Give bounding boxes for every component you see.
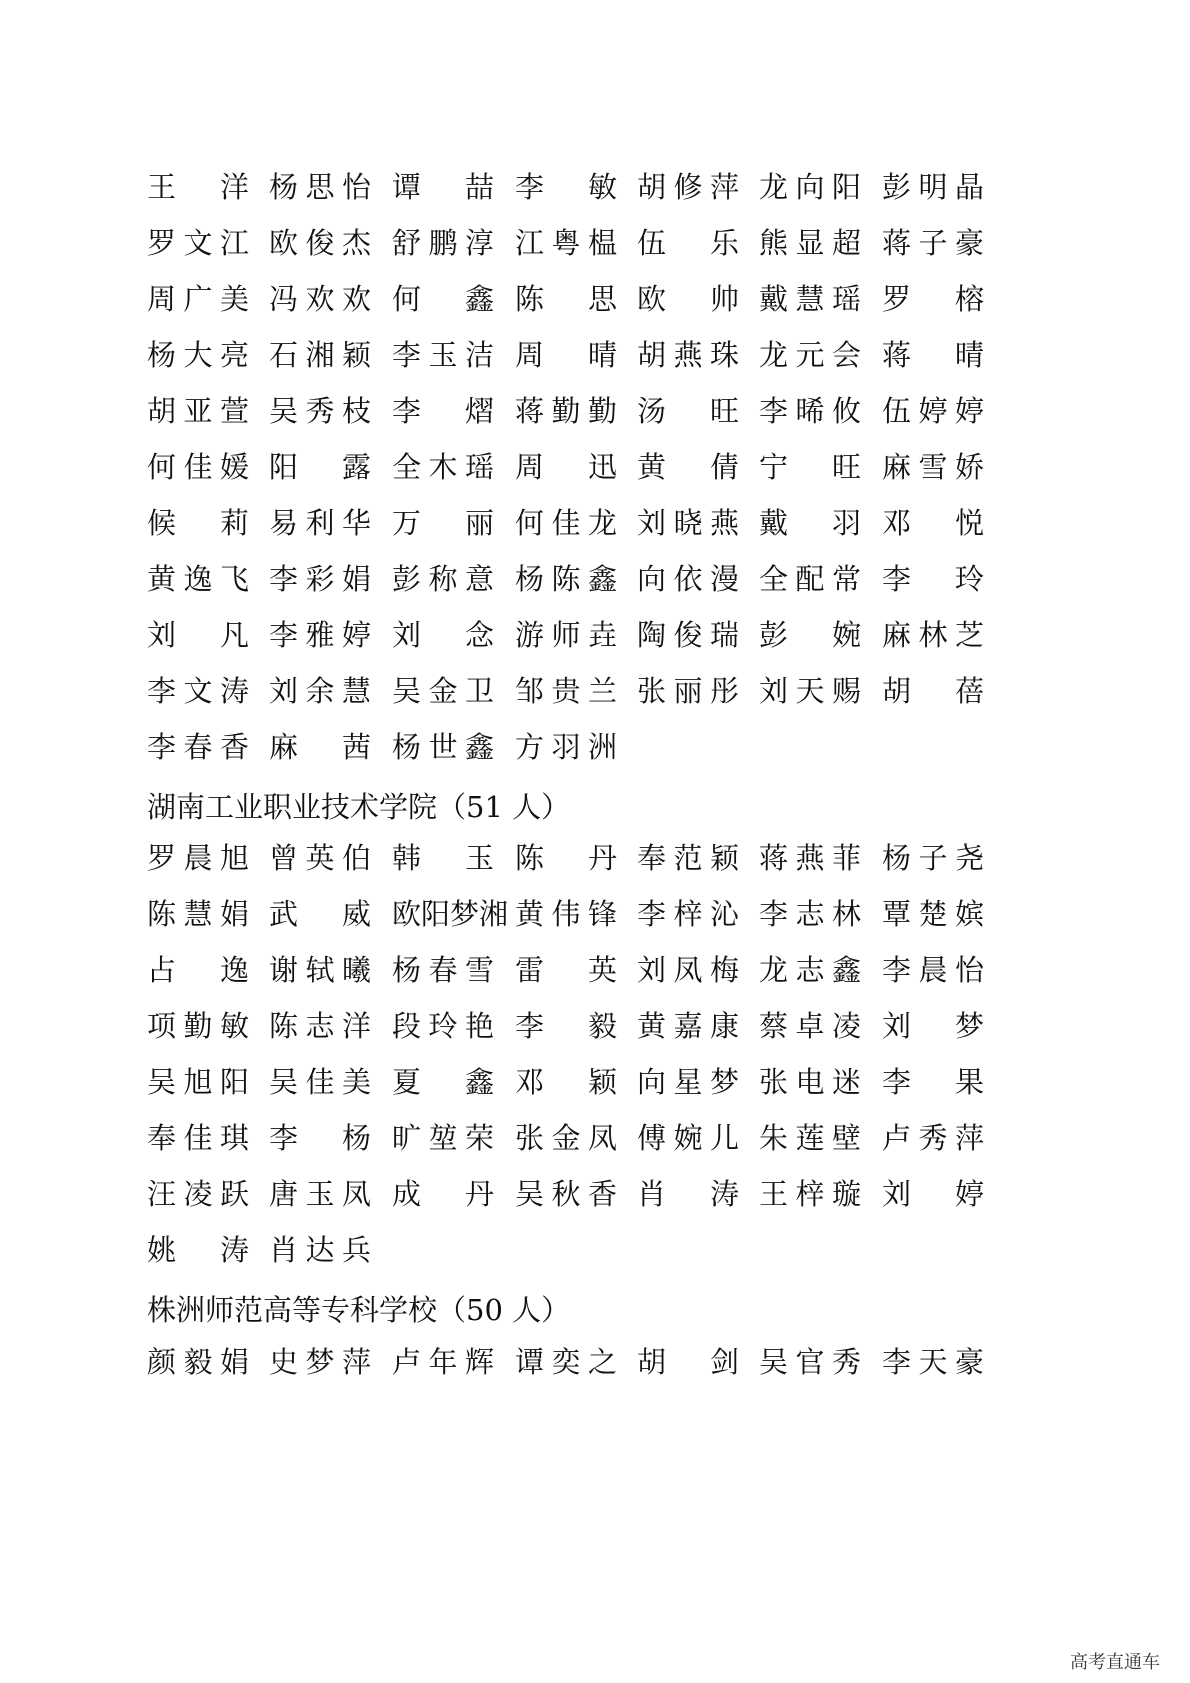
person-name: 宁 旺 (759, 450, 861, 484)
person-name: 吴 旭 阳 (147, 1065, 249, 1099)
name-row (147, 998, 1047, 1054)
person-name: 夏 鑫 (392, 1065, 494, 1099)
person-name: 何 佳 龙 (515, 506, 617, 540)
person-name: 胡 燕 珠 (637, 338, 739, 372)
section-count: （51 人） (437, 790, 571, 824)
name-row (147, 215, 1047, 271)
person-name: 杨 春 雪 (392, 953, 494, 987)
person-name: 蒋 燕 菲 (759, 841, 861, 875)
person-name: 江 粤 榅 (515, 226, 617, 260)
name-row (147, 159, 1047, 215)
person-name: 戴 慧 瑶 (759, 282, 861, 316)
person-name: 陶 俊 瑞 (637, 618, 739, 652)
person-name: 胡 亚 萱 (147, 394, 249, 428)
name-row (147, 383, 1047, 439)
person-name: 张 金 凤 (515, 1121, 617, 1155)
watermark: 高考直通车 (1070, 1652, 1160, 1673)
person-name: 汤 旺 (637, 394, 739, 428)
person-name: 蔡 卓 凌 (759, 1009, 861, 1043)
person-name: 欧 帅 (637, 282, 739, 316)
person-name: 罗 榕 (882, 282, 984, 316)
name-row (147, 1054, 1047, 1110)
person-name: 李 雅 婷 (269, 618, 371, 652)
person-name: 候 莉 (147, 506, 249, 540)
person-name: 向 依 漫 (637, 562, 739, 596)
person-name: 张 丽 彤 (637, 674, 739, 708)
section-title: 湖南工业职业技术学院 (147, 790, 438, 824)
person-name: 石 湘 颖 (269, 338, 371, 372)
person-name: 胡 蓓 (882, 674, 984, 708)
person-name: 何 鑫 (392, 282, 494, 316)
name-row (147, 439, 1047, 495)
person-name: 谭 奕 之 (515, 1345, 617, 1379)
person-name: 谭 喆 (392, 170, 494, 204)
person-name: 龙 向 阳 (759, 170, 861, 204)
person-name: 黄 伟 锋 (515, 897, 617, 931)
person-name: 唐 玉 凤 (269, 1177, 371, 1211)
person-name: 覃 楚 嫔 (882, 897, 984, 931)
name-row (147, 1334, 1047, 1390)
person-name: 奉 范 颖 (637, 841, 739, 875)
person-name: 李 文 涛 (147, 674, 249, 708)
person-name: 李 果 (882, 1065, 984, 1099)
person-name: 胡 剑 (637, 1345, 739, 1379)
person-name: 谢 轼 曦 (269, 953, 371, 987)
person-name: 汪 凌 跃 (147, 1177, 249, 1211)
person-name: 李 玉 洁 (392, 338, 494, 372)
name-row (147, 1222, 1047, 1278)
person-name: 黄 倩 (637, 450, 739, 484)
person-name: 李 毅 (515, 1009, 617, 1043)
person-name: 龙 元 会 (759, 338, 861, 372)
person-name: 向 星 梦 (637, 1065, 739, 1099)
person-name: 姚 涛 (147, 1233, 249, 1267)
person-name: 麻 茜 (269, 730, 371, 764)
person-name: 冯 欢 欢 (269, 282, 371, 316)
person-name: 杨 子 尧 (882, 841, 984, 875)
person-name: 伍 婷 婷 (882, 394, 984, 428)
person-name: 胡 修 萍 (637, 170, 739, 204)
name-row (147, 1110, 1047, 1166)
name-row (147, 942, 1047, 998)
person-name: 朱 莲 壁 (759, 1121, 861, 1155)
person-name: 肖 涛 (637, 1177, 739, 1211)
person-name: 刘 凤 梅 (637, 953, 739, 987)
person-name: 旷 堃 荣 (392, 1121, 494, 1155)
person-name: 陈 慧 娟 (147, 897, 249, 931)
person-name: 龙 志 鑫 (759, 953, 861, 987)
person-name: 彭 婉 (759, 618, 861, 652)
person-name: 杨 思 怡 (269, 170, 371, 204)
person-name: 曾 英 伯 (269, 841, 371, 875)
person-name: 奉 佳 琪 (147, 1121, 249, 1155)
name-row (147, 719, 1047, 775)
person-name: 吴 秀 枝 (269, 394, 371, 428)
person-name: 李 晨 怡 (882, 953, 984, 987)
person-name: 肖 达 兵 (269, 1233, 371, 1267)
person-name: 麻 雪 娇 (882, 450, 984, 484)
person-name: 戴 羽 (759, 506, 861, 540)
person-name: 游 师 垚 (515, 618, 617, 652)
person-name: 万 丽 (392, 506, 494, 540)
person-name: 何 佳 媛 (147, 450, 249, 484)
person-name: 武 威 (269, 897, 371, 931)
person-name: 占 逸 (147, 953, 249, 987)
person-name: 韩 玉 (392, 841, 494, 875)
name-row (147, 830, 1047, 886)
person-name: 项 勤 敏 (147, 1009, 249, 1043)
person-name: 杨 大 亮 (147, 338, 249, 372)
person-name: 全 配 常 (759, 562, 861, 596)
name-row (147, 495, 1047, 551)
person-name: 周 迅 (515, 450, 617, 484)
person-name: 彭 明 晶 (882, 170, 984, 204)
person-name: 罗 文 江 (147, 226, 249, 260)
person-name: 方 羽 洲 (515, 730, 617, 764)
person-name: 陈 志 洋 (269, 1009, 371, 1043)
person-name: 刘 念 (392, 618, 494, 652)
person-name: 全 木 瑶 (392, 450, 494, 484)
person-name: 舒 鹏 淳 (392, 226, 494, 260)
person-name: 吴 秋 香 (515, 1177, 617, 1211)
person-name: 陈 思 (515, 282, 617, 316)
person-name: 吴 金 卫 (392, 674, 494, 708)
person-name: 李 杨 (269, 1121, 371, 1155)
person-name: 蒋 晴 (882, 338, 984, 372)
person-name: 刘 晓 燕 (637, 506, 739, 540)
section-count: （50 人） (437, 1293, 571, 1327)
person-name: 欧 俊 杰 (269, 226, 371, 260)
person-name: 易 利 华 (269, 506, 371, 540)
person-name: 雷 英 (515, 953, 617, 987)
person-name: 邓 颖 (515, 1065, 617, 1099)
person-name: 阳 露 (269, 450, 371, 484)
person-name: 张 电 迷 (759, 1065, 861, 1099)
name-row (147, 663, 1047, 719)
person-name: 颜 毅 娟 (147, 1345, 249, 1379)
person-name: 李 天 豪 (882, 1345, 984, 1379)
person-name: 李 彩 娟 (269, 562, 371, 596)
person-name: 史 梦 萍 (269, 1345, 371, 1379)
person-name: 陈 丹 (515, 841, 617, 875)
name-row (147, 1166, 1047, 1222)
person-name: 成 丹 (392, 1177, 494, 1211)
person-name: 罗 晨 旭 (147, 841, 249, 875)
person-name: 熊 显 超 (759, 226, 861, 260)
person-name: 王 洋 (147, 170, 249, 204)
name-row (147, 271, 1047, 327)
person-name: 刘 梦 (882, 1009, 984, 1043)
person-name: 吴 佳 美 (269, 1065, 371, 1099)
person-name: 伍 乐 (637, 226, 739, 260)
person-name: 吴 官 秀 (759, 1345, 861, 1379)
section-heading (147, 1282, 570, 1338)
person-name: 刘 余 慧 (269, 674, 371, 708)
person-name: 卢 年 辉 (392, 1345, 494, 1379)
person-name: 蒋 勤 勤 (515, 394, 617, 428)
person-name: 蒋 子 豪 (882, 226, 984, 260)
person-name: 麻 林 芝 (882, 618, 984, 652)
person-name: 彭 称 意 (392, 562, 494, 596)
name-row (147, 607, 1047, 663)
person-name: 黄 逸 飞 (147, 562, 249, 596)
person-name: 刘 凡 (147, 618, 249, 652)
name-row (147, 327, 1047, 383)
person-name: 欧阳梦湘 (392, 897, 509, 931)
name-row (147, 551, 1047, 607)
person-name: 邓 悦 (882, 506, 984, 540)
person-name: 李 春 香 (147, 730, 249, 764)
name-row (147, 886, 1047, 942)
person-name: 邹 贵 兰 (515, 674, 617, 708)
person-name: 卢 秀 萍 (882, 1121, 984, 1155)
person-name: 黄 嘉 康 (637, 1009, 739, 1043)
person-name: 杨 陈 鑫 (515, 562, 617, 596)
person-name: 王 梓 璇 (759, 1177, 861, 1211)
person-name: 李 梓 沁 (637, 897, 739, 931)
person-name: 周 广 美 (147, 282, 249, 316)
person-name: 李 熠 (392, 394, 494, 428)
section-title: 株洲师范高等专科学校 (147, 1293, 438, 1327)
section-heading (147, 779, 570, 835)
person-name: 傅 婉 儿 (637, 1121, 739, 1155)
person-name: 刘 天 赐 (759, 674, 861, 708)
person-name: 段 玲 艳 (392, 1009, 494, 1043)
person-name: 李 玲 (882, 562, 984, 596)
person-name: 杨 世 鑫 (392, 730, 494, 764)
person-name: 李 晞 攸 (759, 394, 861, 428)
person-name: 周 晴 (515, 338, 617, 372)
person-name: 李 敏 (515, 170, 617, 204)
person-name: 李 志 林 (759, 897, 861, 931)
person-name: 刘 婷 (882, 1177, 984, 1211)
